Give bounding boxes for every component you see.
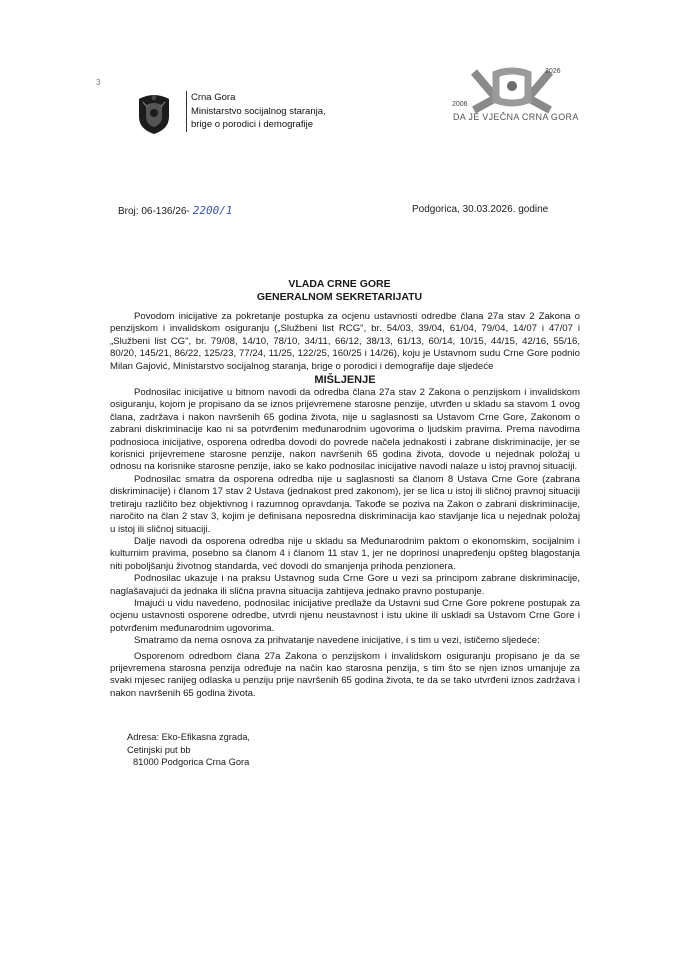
intro-paragraph: Povodom inicijative za pokretanje postupka za ocjenu ustavnosti odredbe člana 27a stav 2 Zakona o penzijskom i invalidskom osiguranju („Službeni list RCG", br. 54/03, 39/04, 61/04, 79/04, 14/07 i 47/07 i „Službeni list CG", br. 79/08, 14/10, 78/10, 34/11, 66/12, 38/13, 61/13, 60/14, 10/15, 44/15, 42/16, 55/16, 80/20, 145/21, 86/22, 125/23, 77/24, 11/25, 122/25, 160/25 i 14/26), koju je Ustavnom sudu Crne Gore podnio Milan Gajović, Ministarstvo socijalnog staranja, brige o porodici i demografije daje sljedeće	[110, 311, 580, 372]
ministry-name-line2: brige o porodici i demografije	[191, 119, 313, 130]
ministry-header	[186, 91, 326, 132]
address-line2: Cetinjski put bb	[127, 744, 191, 755]
logo-year-left: 2006	[452, 101, 468, 108]
ministry-name-line1: Ministarstvo socijalnog staranja,	[191, 105, 326, 117]
logo-tagline: DA JE VJEČNA CRNA GORA	[453, 112, 579, 122]
place-date: Podgorica, 30.03.2026. godine	[412, 204, 549, 215]
addressee-line2: GENERALNOM SEKRETARIJATU	[256, 291, 423, 303]
document-body	[110, 311, 580, 700]
country-name: Crna Gora	[191, 92, 236, 103]
footer-address	[127, 731, 250, 769]
addressee-line1: VLADA CRNE GORE	[288, 278, 391, 290]
archive-stamp-mark: 3	[96, 78, 101, 87]
paragraph-7: Osporenom odredbom člana 27a Zakona o penzijskom i invalidskom osiguranju propisano je da se prijevremena starosna penzija određuje na način kao starosna penzija, s tim što se njen iznos umanjuje za svaki mjesec ranijeg odlaska u penziju prije navršenih 65 godina života, te da se tako utvrđeni iznos zadržava i nakon navršenih 65 godina života.	[110, 650, 580, 699]
opinion-heading: MIŠLJENJE	[314, 374, 376, 387]
reference-number-printed: Broj: 06-136/26-	[118, 206, 190, 217]
paragraph-1: Podnosilac inicijative u bitnom navodi da odredba člana 27a stav 2 Zakona o penzijskom i invalidskom osiguranju, kojom je propisano da se iznos prijevremene starosne penzije, utvrđen u skladu sa stavom 1 ovog člana, zadržava i nakon navršenih 65 godina života, nije u saglasnosti sa Ustavom Crne Gore, Zakonom o zabrani diskriminacije kao ni sa potvrđenim međunarodnim ugovorima o ljudskim pravima. Prema navodima podnosioca inicijative, osporena odredba dovodi do povrede načela jednakosti i zabrane diskriminacije, jer se korisnici prijevremene starosne penzije, nakon navršenih 65 godina života, dovode u nejednak položaj u odnosu na korisnike starosne penzije, iako se kako podnosilac inicijative navodi nalaze u istoj pravnoj situaciji.	[110, 387, 580, 473]
paragraph-4: Podnosilac ukazuje i na praksu Ustavnog suda Crne Gore u vezi sa principom zabrane diskriminacije, naglašavajući da jednaka ili slična pravna situacija zahtijeva jednako pravno postupanje.	[110, 573, 580, 597]
paragraph-6: Smatramo da nema osnova za prihvatanje navedene inicijative, i s tim u vezi, ističemo sljedeće:	[134, 635, 540, 647]
address-line3: 81000 Podgorica Crna Gora	[133, 757, 250, 767]
reference-number-handwritten: 2200/1	[192, 204, 233, 217]
paragraph-2: Podnosilac smatra da osporena odredba nije u saglasnosti sa članom 8 Ustava Crne Gore (zabrana diskriminacije) i članom 17 stav 2 Ustava (jednakost pred zakonom), jer se lica u istoj ili sličnoj pravnoj situaciji tretiraju različito bez objektivnog i razumnog opravdanja. Takođe se poziva na Zakon o zabrani diskriminacije, naročito na član 2 stav 3, kojim je definisana neposredna diskriminacija kao stavljanje lica u nejednak položaj u istoj ili sličnoj situaciji.	[110, 473, 580, 535]
paragraph-3: Dalje navodi da osporena odredba nije u skladu sa Međunarodnim paktom o ekonomskim, socijalnim i kulturnim pravima, posebno sa članom 4 i članom 11 stav 1, jer ne doprinosi unapređenju opšteg blagostanja niti poboljšanju životnog standarda, već dovodi do smanjenja prihoda penzionera.	[110, 535, 580, 572]
montenegro-coat-of-arms-icon	[135, 93, 173, 135]
address-line1: Adresa: Eko-Efikasna zgrada,	[127, 732, 250, 742]
paragraph-5: Imajući u vidu navedeno, podnosilac inicijative predlaže da Ustavni sud Crne Gore pokrene postupak za ocjenu ustavnosti osporene odredbe, utvrdi njenu neustavnost i istu ukine ili uskladi sa Ustavom Crne Gore i potvrđenim međunarodnim ugovorima.	[110, 597, 580, 634]
logo-year-right: 2026	[545, 68, 561, 75]
reference-number	[118, 204, 232, 217]
